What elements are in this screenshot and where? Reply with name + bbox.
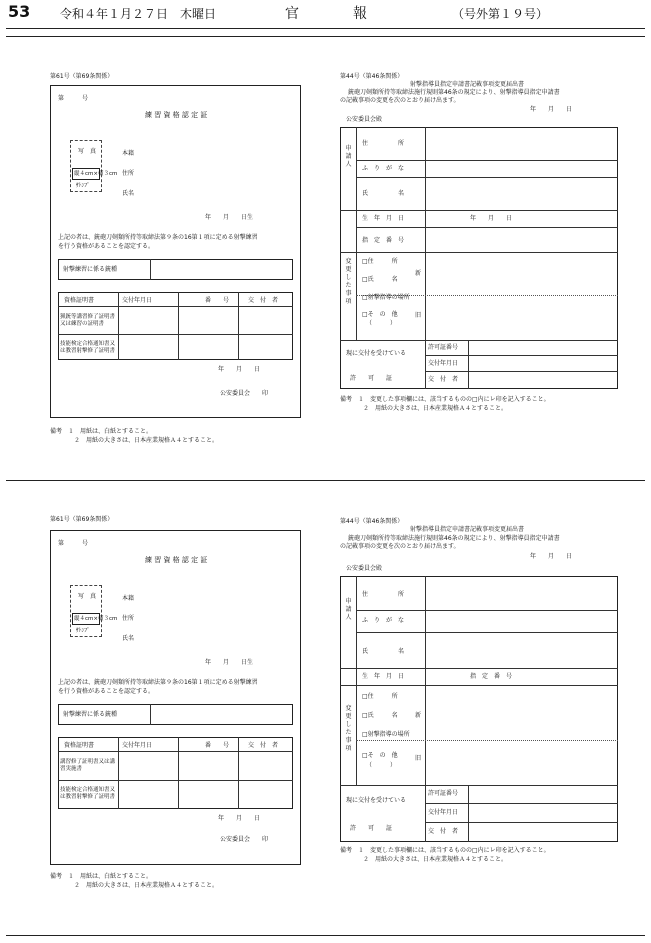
page-header [0,0,651,28]
issue-date-label: 交付年月日 [428,360,459,367]
form44-caption: 第44号（第46条関係） [340,518,404,525]
birth-field: 生 年 月 日 [362,673,405,680]
address-field: 住 所 [362,140,405,147]
check-other[interactable]: □そ の 他 [362,752,398,759]
form44-caption: 第44号（第46条関係） [340,73,404,80]
col-number: 番 号 [205,742,230,749]
permit-no: 許可証番号 [428,344,459,351]
other-paren: （ ） [366,320,397,327]
photo-sub: 縦４cm×横３cm [74,616,118,622]
row-1: 猟銃等講習修了証明書又は練習の証明書 [60,314,116,327]
photo-label: 写 真 [78,593,97,600]
issuer-label: 交 付 者 [428,376,459,383]
note-2: ２ 用紙の大きさは、日本産業規格Ａ４とすること。 [74,882,219,889]
header-rule-2 [6,36,645,37]
old-label: 旧 [415,312,422,319]
form44-commission: 公安委員会殿 [346,116,383,123]
address-field: 住 所 [362,591,405,598]
other-paren: （ ） [366,762,397,769]
license-holder: 現に交付を受けている [346,797,407,804]
changed-label: 変更した事項 [345,258,352,305]
row-2: 技能検定合格通知書又は教習射撃修了証明書 [60,787,116,800]
footer-rule [6,935,645,936]
photo-sub: 縦４cm×横３cm [74,171,118,177]
stamp-label: ｻﾄﾝﾌﾟ [76,628,90,634]
intro-2: の記載事項の変更を次のとおり届け出ます。 [340,97,460,104]
statement-1: 上記の者は、銃砲刀剣類所持等取締法第９条の16第１項に定める射撃練習 [58,679,258,686]
issue-date-label: 交付年月日 [428,809,459,816]
designation-field: 指 定 番 号 [470,673,513,680]
intro-2: の記載事項の変更を次のとおり届け出ます。 [340,543,460,550]
statement-1: 上記の者は、銃砲刀剣類所持等取締法第９条の16第１項に定める射撃練習 [58,234,258,241]
header-rule [6,28,645,29]
check-name[interactable]: □氏 名 [362,712,398,719]
col-number: 番 号 [205,297,230,304]
form44-commission: 公安委員会殿 [346,565,383,572]
name-label: 氏名 [122,635,135,642]
applicant-label: 申請人 [345,145,352,168]
col-type: 資格証明書 [64,297,95,304]
old-label: 旧 [415,755,422,762]
check-address[interactable]: □住 所 [362,693,398,700]
intro-1: 銃砲刀剣類所持等取締法施行規則第46条の規定により、射撃指導員指定申請書 [348,89,560,96]
honseki-label: 本籍 [122,595,135,602]
birth-field: 生 年 月 日 [362,215,405,222]
check-other[interactable]: □そ の 他 [362,311,398,318]
issue-number: （号外第１９号） [452,7,549,21]
form44-note-2: ２ 用紙の大きさは、日本産業規格Ａ４とすること。 [363,856,508,863]
col-issue-date: 交付年月日 [122,742,153,749]
address-label: 住所 [122,170,135,177]
row-1: 講習修了証明書又は講習実施書 [60,759,116,772]
honseki-label: 本籍 [122,150,135,157]
form61-frame [50,530,301,865]
form44-date: 年 月 日 [530,106,573,113]
new-label: 新 [415,270,422,277]
page-number: 53 [8,2,31,21]
number-label: 第 号 [58,540,89,547]
issue-date: 令和４年１月２７日 木曜日 [60,7,217,21]
stamp-label: ｻﾄﾝﾌﾟ [76,183,90,189]
name-field: 氏 名 [362,648,405,655]
name-field: 氏 名 [362,190,405,197]
note-1: 備考 １ 用紙は、白紙とすること。 [50,428,153,435]
issuer-label: 交 付 者 [428,828,459,835]
check-range[interactable]: □射撃指導の場所 [362,294,410,301]
gazette-title: 官 報 [285,6,387,22]
check-range[interactable]: □射撃指導の場所 [362,731,410,738]
form44-title: 射撃指導員指定申請書記載事項変更届出書 [410,81,525,88]
furigana-field: ふ り が な [362,165,405,172]
form61-frame [50,85,301,418]
col-issuer: 交 付 者 [248,297,279,304]
permit-no: 許可証番号 [428,790,459,797]
number-label: 第 号 [58,95,89,102]
practice-label: 射撃練習に係る銃種 [63,711,118,718]
footer-date: 年 月 日 [218,366,261,373]
birth-date: 年 月 日生 [205,214,254,221]
note-1: 備考 １ 用紙は、白紙とすること。 [50,873,153,880]
check-name[interactable]: □氏 名 [362,276,398,283]
license-word: 許 可 証 [350,825,393,832]
license-holder: 現に交付を受けている [346,350,407,357]
note-2: ２ 用紙の大きさは、日本産業規格Ａ４とすること。 [74,437,219,444]
practice-label: 射撃練習に係る銃種 [63,266,118,273]
check-address[interactable]: □住 所 [362,258,398,265]
form61-title: 練 習 資 格 認 定 証 [145,556,208,564]
form61-title: 練 習 資 格 認 定 証 [145,111,208,119]
address-label: 住所 [122,615,135,622]
commission: 公安委員会 印 [220,390,269,397]
col-type: 資格証明書 [64,742,95,749]
col-issuer: 交 付 者 [248,742,279,749]
birth-date: 年 月 日生 [205,659,254,666]
form44-title: 射撃指導員指定申請書記載事項変更届出書 [410,526,525,533]
form61-caption: 第61号（第69条関係） [50,73,114,80]
footer-date: 年 月 日 [218,815,261,822]
intro-1: 銃砲刀剣類所持等取締法施行規則第46条の規定により、射撃指導員指定申請書 [348,535,560,542]
form61-caption: 第61号（第69条関係） [50,516,114,523]
name-label: 氏名 [122,190,135,197]
statement-2: を行う資格があることを認定する。 [58,243,155,250]
form44-date: 年 月 日 [530,553,573,560]
commission: 公安委員会 印 [220,836,269,843]
changed-label: 変更した事項 [345,705,352,752]
statement-2: を行う資格があることを認定する。 [58,688,155,695]
designation-field: 指 定 番 号 [362,237,405,244]
photo-label: 写 真 [78,148,97,155]
section-divider [6,480,645,481]
form44-note-1: 備考 １ 変更した事項欄には、該当するものの□内にレ印を記入すること。 [340,396,550,403]
row-2: 技能検定合格通知書又は教習射撃修了証明書 [60,341,116,354]
birth-value: 年 月 日 [470,215,513,222]
form44-note-2: ２ 用紙の大きさは、日本産業規格Ａ４とすること。 [363,405,508,412]
col-issue-date: 交付年月日 [122,297,153,304]
furigana-field: ふ り が な [362,617,405,624]
applicant-label: 申請人 [345,598,352,621]
new-label: 新 [415,712,422,719]
form44-note-1: 備考 １ 変更した事項欄には、該当するものの□内にレ印を記入すること。 [340,847,550,854]
license-word: 許 可 証 [350,375,393,382]
